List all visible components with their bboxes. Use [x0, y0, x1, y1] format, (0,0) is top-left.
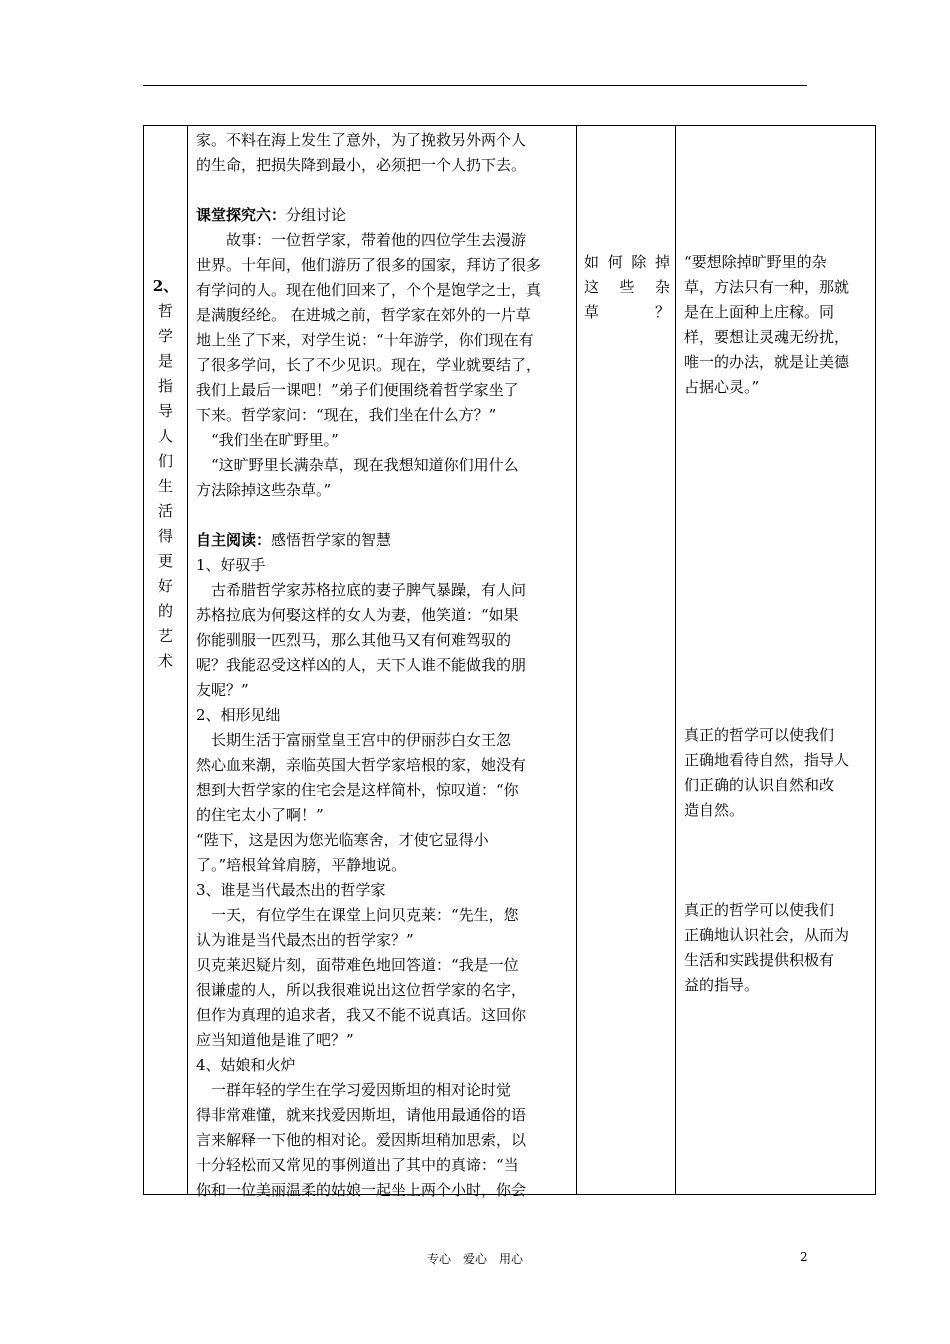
answer-line: 样，要想让灵魂无纷扰， [684, 328, 850, 346]
content-line: 贝克莱迟疑片刻，面带难色地回答道：“我是一位 [196, 956, 519, 974]
content-line: 古希腊哲学家苏格拉底的妻子脾气暴躁，有人问 [196, 581, 527, 599]
content-line: 友呢？” [196, 681, 249, 699]
answer-block [684, 250, 870, 400]
content-line: 了。”培根耸耸肩膀，平静地说。 [196, 856, 407, 874]
note-line: 真正的哲学可以使我们 [684, 901, 835, 919]
content-line: 但作为真理的追求者，我又不能不说真话。这回你 [196, 1006, 527, 1024]
note-society-block [684, 898, 870, 998]
content-line: 很谦虚的人，所以我很难说出这位哲学家的名字， [196, 981, 527, 999]
content-line: 有学问的人。现在他们回来了，个个是饱学之士，真 [196, 281, 542, 299]
content-line: 想到大哲学家的住宅会是这样简朴，惊叹道：“你 [196, 781, 519, 799]
content-line: 的住宅太小了啊！” [196, 806, 324, 824]
content-line: 我们上最后一课吧！”弟子们便围绕着哲学家坐了 [196, 381, 519, 399]
question-line: 这些杂 [584, 278, 670, 296]
footer-motto: 专心 爱心 用心 [426, 1252, 523, 1266]
note-nature-block [684, 723, 870, 823]
content-line: 故事：一位哲学家，带着他的四位学生去漫游 [196, 231, 527, 249]
answer-line: 草，方法只有一种，那就 [684, 278, 850, 296]
content-line: 4、姑娘和火炉 [196, 1056, 296, 1074]
section-title-char: 人 [157, 427, 173, 445]
answer-line: 是在上面种上庄稼。同 [684, 303, 835, 321]
question-line: 如何除掉 [584, 253, 670, 271]
column-divider [187, 126, 188, 1194]
section-title-column [144, 274, 187, 674]
section-title-char: 术 [157, 652, 173, 670]
section-title-char: 得 [157, 527, 173, 545]
section-number: 2、 [152, 277, 179, 295]
content-line: 得非常难懂，就来找爱因斯坦，请他用最通俗的语 [196, 1106, 527, 1124]
section-title-char: 是 [157, 352, 173, 370]
content-line: 长期生活于富丽堂皇王宫中的伊丽莎白女王忽 [196, 731, 512, 749]
section-title-char: 更 [157, 552, 173, 570]
section-title-char: 的 [157, 602, 173, 620]
column-divider [576, 126, 577, 1194]
content-line: 了很多学问，长了不少见识。现在，学业就要结了， [196, 356, 542, 374]
content-line: 课堂探究六：分组讨论 [196, 206, 347, 224]
question-line: 草？ [584, 303, 670, 321]
content-line: 3、谁是当代最杰出的哲学家 [196, 881, 386, 899]
content-line: 下来。哲学家问：“现在，我们坐在什么方？” [196, 406, 497, 424]
content-line: 应当知道他是谁了吧？” [196, 1031, 354, 1049]
content-line: “这旷野里长满杂草，现在我想知道你们用什么 [196, 456, 519, 474]
answer-line: 占据心灵。” [684, 378, 760, 396]
note-line: 们正确的认识自然和改 [684, 776, 835, 794]
section-title-char: 导 [157, 402, 173, 420]
section-title-char: 生 [157, 477, 173, 495]
content-line: 是满腹经纶。 在进城之前，哲学家在郊外的一片草 [196, 306, 531, 324]
section-title-char: 学 [157, 327, 173, 345]
section-title-char: 哲 [157, 302, 173, 320]
content-line: 一群年轻的学生在学习爱因斯坦的相对论时觉 [196, 1081, 512, 1099]
content-line: 言来解释一下他的相对论。爱因斯坦稍加思索，以 [196, 1131, 527, 1149]
content-line: 然心血来潮，亲临英国大哲学家培根的家，她没有 [196, 756, 527, 774]
content-line: “我们坐在旷野里。” [196, 431, 339, 449]
content-line: 自主阅读：感悟哲学家的智慧 [196, 531, 392, 549]
section-title-char: 活 [157, 502, 173, 520]
content-line: “陛下，这是因为您光临寒舍，才使它显得小 [196, 831, 489, 849]
content-line: 呢？我能忍受这样凶的人，天下人谁不能做我的朋 [196, 656, 527, 674]
note-line: 生活和实践提供积极有 [684, 951, 835, 969]
content-line: 十分轻松而又常见的事例道出了其中的真谛：“当 [196, 1156, 519, 1174]
note-line: 正确地看待自然，指导人 [684, 751, 850, 769]
content-line: 1、好驭手 [196, 556, 266, 574]
question-column [584, 250, 670, 325]
content-line: 苏格拉底为何娶这样的女人为妻，他笑道：“如果 [196, 606, 519, 624]
content-line: 一天，有位学生在课堂上问贝克莱：“先生，您 [196, 906, 519, 924]
note-line: 真正的哲学可以使我们 [684, 726, 835, 744]
content-line: 你和一位美丽温柔的姑娘一起坐上两个小时，你会 [196, 1181, 527, 1199]
content-line: 地上坐了下来，对学生说：“十年游学，你们现在有 [196, 331, 534, 349]
answer-line: 唯一的办法，就是让美德 [684, 353, 850, 371]
note-line: 正确地认识社会，从而为 [684, 926, 850, 944]
content-line: 的生命，把损失降到最小，必须把一个人扔下去。 [196, 156, 527, 174]
section-title-char: 艺 [157, 627, 173, 645]
content-line [196, 178, 572, 203]
section-title-char: 们 [157, 452, 173, 470]
column-divider [675, 126, 676, 1194]
note-line: 造自然。 [684, 801, 745, 819]
answer-line: “要想除掉旷野里的杂 [684, 253, 827, 271]
content-heading: 自主阅读： [196, 531, 272, 549]
content-line: 家。不料在海上发生了意外，为了挽救另外两个人 [196, 131, 527, 149]
content-heading: 课堂探究六： [196, 206, 287, 224]
header-rule [143, 85, 807, 86]
content-line: 你能驯服一匹烈马，那么其他马又有何难驾驭的 [196, 631, 512, 649]
section-title-char: 好 [157, 577, 173, 595]
content-line: 认为谁是当代最杰出的哲学家？” [196, 931, 414, 949]
page-number: 2 [800, 1250, 808, 1264]
lesson-table [143, 125, 876, 1199]
content-line: 世界。十年间，他们游历了很多的国家，拜访了很多 [196, 256, 542, 274]
section-title-char: 指 [157, 377, 173, 395]
content-line [196, 503, 572, 528]
content-line: 2、相形见绌 [196, 706, 281, 724]
note-line: 益的指导。 [684, 976, 760, 994]
content-column [196, 128, 572, 1203]
content-line: 方法除掉这些杂草。” [196, 481, 332, 499]
